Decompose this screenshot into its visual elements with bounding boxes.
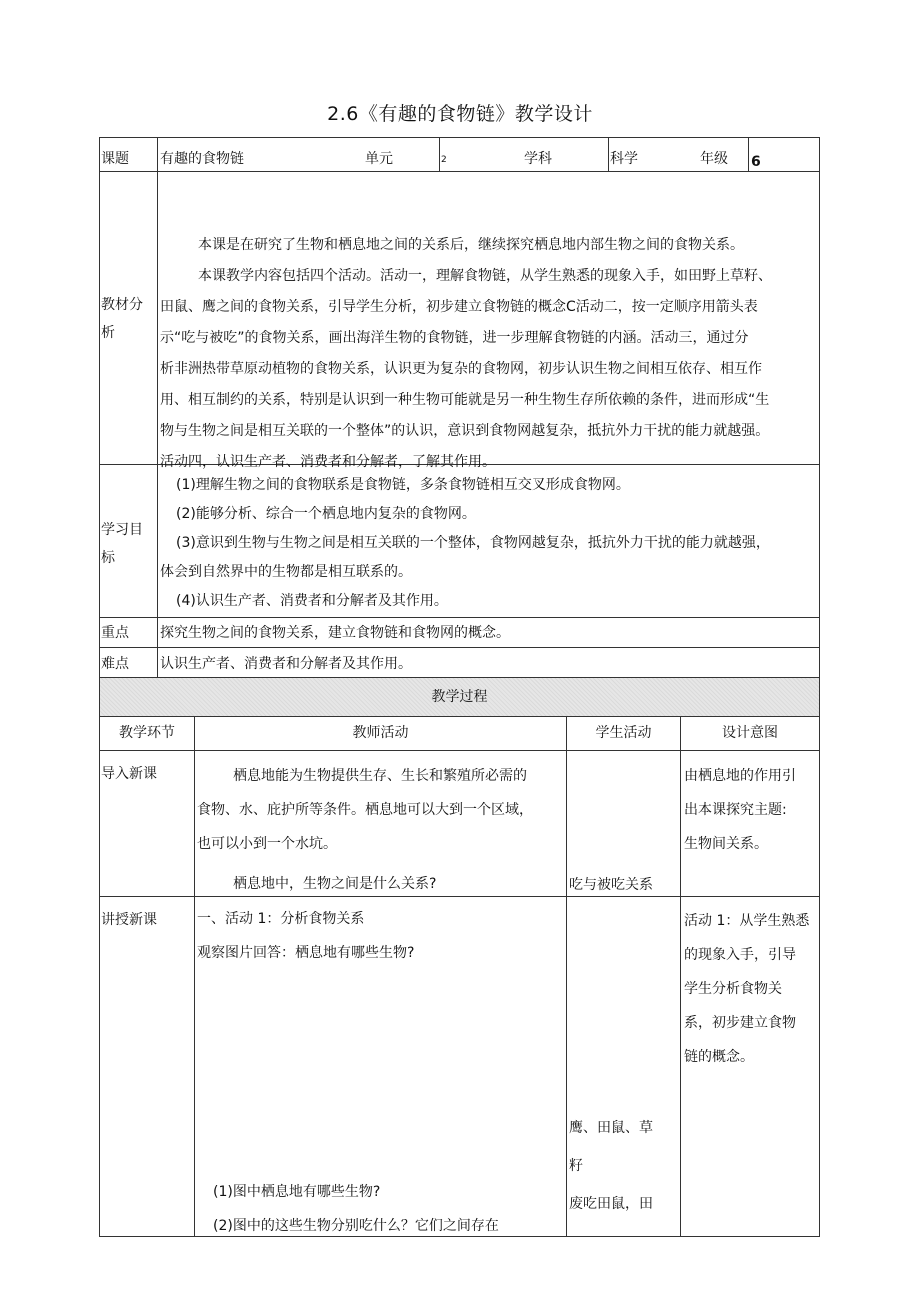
analysis-label-line: 析	[101, 325, 115, 341]
header-teacher: 教师活动	[352, 725, 409, 741]
analysis-label	[101, 291, 143, 347]
row-divider	[99, 171, 820, 172]
analysis-text	[160, 230, 772, 478]
intro-teacher-line: 也可以小到一个水坑。	[197, 836, 337, 852]
objective-line: (4)认识生产者、消费者和分解者及其作用。	[176, 593, 448, 609]
lecture-student-line: 籽	[569, 1158, 583, 1174]
lecture-teacher-line: 观察图片回答：栖息地有哪些生物?	[197, 945, 415, 961]
intro-teacher-line: 食物、水、庇护所等条件。栖息地可以大到一个区域，	[197, 802, 533, 818]
row-divider	[99, 750, 820, 751]
row-divider	[99, 716, 820, 717]
analysis-line: 本课是在研究了生物和栖息地之间的关系后，继续探究栖息地内部生物之间的食物关系。	[198, 237, 744, 253]
intro-teacher-question: 栖息地中，生物之间是什么关系?	[233, 876, 437, 892]
key-point-label: 重点	[101, 625, 129, 641]
intro-design-line: 出本课探究主题:	[684, 802, 787, 818]
objectives-label-line: 学习目	[101, 522, 143, 538]
lecture-stage: 讲授新课	[101, 912, 157, 928]
lecture-student-line: 鹰、田鼠、草	[569, 1120, 653, 1136]
lecture-teacher-line: 一、活动 1：分析食物关系	[197, 911, 365, 927]
intro-teacher-line: 栖息地能为生物提供生存、生长和繁殖所必需的	[233, 768, 527, 784]
lecture-question: (2)图中的这些生物分别吃什么？它们之间存在	[213, 1218, 499, 1234]
analysis-line: 用、相互制约的关系，特别是认识到一种生物可能就是另一种生物生存所依赖的条件，进而形成“生	[160, 392, 770, 408]
unit-label: 单元	[365, 151, 393, 167]
column-divider	[157, 137, 158, 678]
intro-teacher	[197, 759, 533, 861]
row-divider	[99, 896, 820, 897]
objectives-label	[101, 516, 143, 572]
lecture-design-line: 活动 1：从学生熟悉	[684, 913, 810, 929]
intro-design	[684, 759, 796, 861]
header-student: 学生活动	[595, 725, 652, 741]
lecture-question: (1)图中栖息地有哪些生物?	[213, 1184, 381, 1200]
lecture-student-line: 废吃田鼠，田	[569, 1196, 653, 1212]
difficulty-value: 认识生产者、消费者和分解者及其作用。	[160, 656, 412, 672]
grade-value: 6	[751, 154, 761, 170]
column-divider	[194, 716, 195, 1237]
difficulty-label: 难点	[101, 656, 129, 672]
objective-line: 体会到自然界中的生物都是相互联系的。	[160, 564, 412, 580]
course-label: 课题	[101, 151, 129, 167]
column-divider	[680, 716, 681, 1237]
lecture-design-line: 的现象入手，引导	[684, 947, 796, 963]
intro-stage: 导入新课	[101, 766, 157, 782]
objective-line: (3)意识到生物与生物之间是相互关联的一个整体，食物网越复杂，抵抗外力干扰的能力就越强，	[176, 535, 770, 551]
objectives-text	[160, 471, 770, 616]
analysis-line: 析非洲热带草原动植物的食物关系，认识更为复杂的食物网，初步认识生物之间相互依存、相互作	[160, 361, 762, 377]
objectives-label-line: 标	[101, 550, 115, 566]
row-divider	[99, 647, 820, 648]
analysis-label-line: 教材分	[101, 297, 143, 313]
header-stage: 教学环节	[119, 725, 175, 741]
lecture-design-line: 链的概念。	[684, 1049, 754, 1065]
intro-design-line: 生物间关系。	[684, 836, 768, 852]
analysis-line: 本课教学内容包括四个活动。活动一，理解食物链，从学生熟悉的现象入手，如田野上草籽、	[198, 268, 772, 284]
column-divider	[608, 137, 609, 171]
column-divider	[748, 137, 749, 171]
lecture-student	[569, 1109, 653, 1223]
analysis-line: 活动四，认识生产者、消费者和分解者，了解其作用。	[160, 454, 496, 470]
objective-line: (2)能够分析、综合一个栖息地内复杂的食物网。	[176, 506, 476, 522]
header-design: 设计意图	[722, 725, 778, 741]
subject-label: 学科	[524, 151, 552, 167]
key-point-value: 探究生物之间的食物关系，建立食物链和食物网的概念。	[160, 625, 510, 641]
course-value: 有趣的食物链	[160, 151, 244, 167]
intro-student: 吃与被吃关系	[569, 877, 653, 893]
unit-value: 2	[441, 155, 447, 165]
lecture-teacher-questions	[213, 1175, 499, 1243]
process-section-title: 教学过程	[431, 689, 488, 705]
lecture-design-line: 系，初步建立食物	[684, 1015, 796, 1031]
document-title: 2.6《有趣的食物链》教学设计	[327, 103, 593, 125]
objective-line: (1)理解生物之间的食物联系是食物链，多条食物链相互交叉形成食物网。	[176, 477, 630, 493]
column-divider	[566, 716, 567, 1237]
lecture-design	[684, 904, 809, 1074]
lecture-design-line: 学生分析食物关	[684, 981, 782, 997]
row-divider	[99, 617, 820, 618]
analysis-line: 物与生物之间是相互关联的一个整体”的认识，意识到食物网越复杂，抵抗外力干扰的能力就越强。	[160, 423, 770, 439]
lecture-teacher	[197, 902, 414, 970]
subject-value: 科学	[610, 151, 638, 167]
analysis-line: 田鼠、鹰之间的食物关系，引导学生分析，初步建立食物链的概念C活动二，按一定顺序用箭头表	[160, 299, 758, 315]
column-divider	[439, 137, 440, 171]
analysis-line: 示“吃与被吃”的食物关系，画出海洋生物的食物链，进一步理解食物链的内涵。活动三，通过分	[160, 330, 749, 346]
grade-label: 年级	[700, 151, 728, 167]
intro-design-line: 由栖息地的作用引	[684, 768, 796, 784]
